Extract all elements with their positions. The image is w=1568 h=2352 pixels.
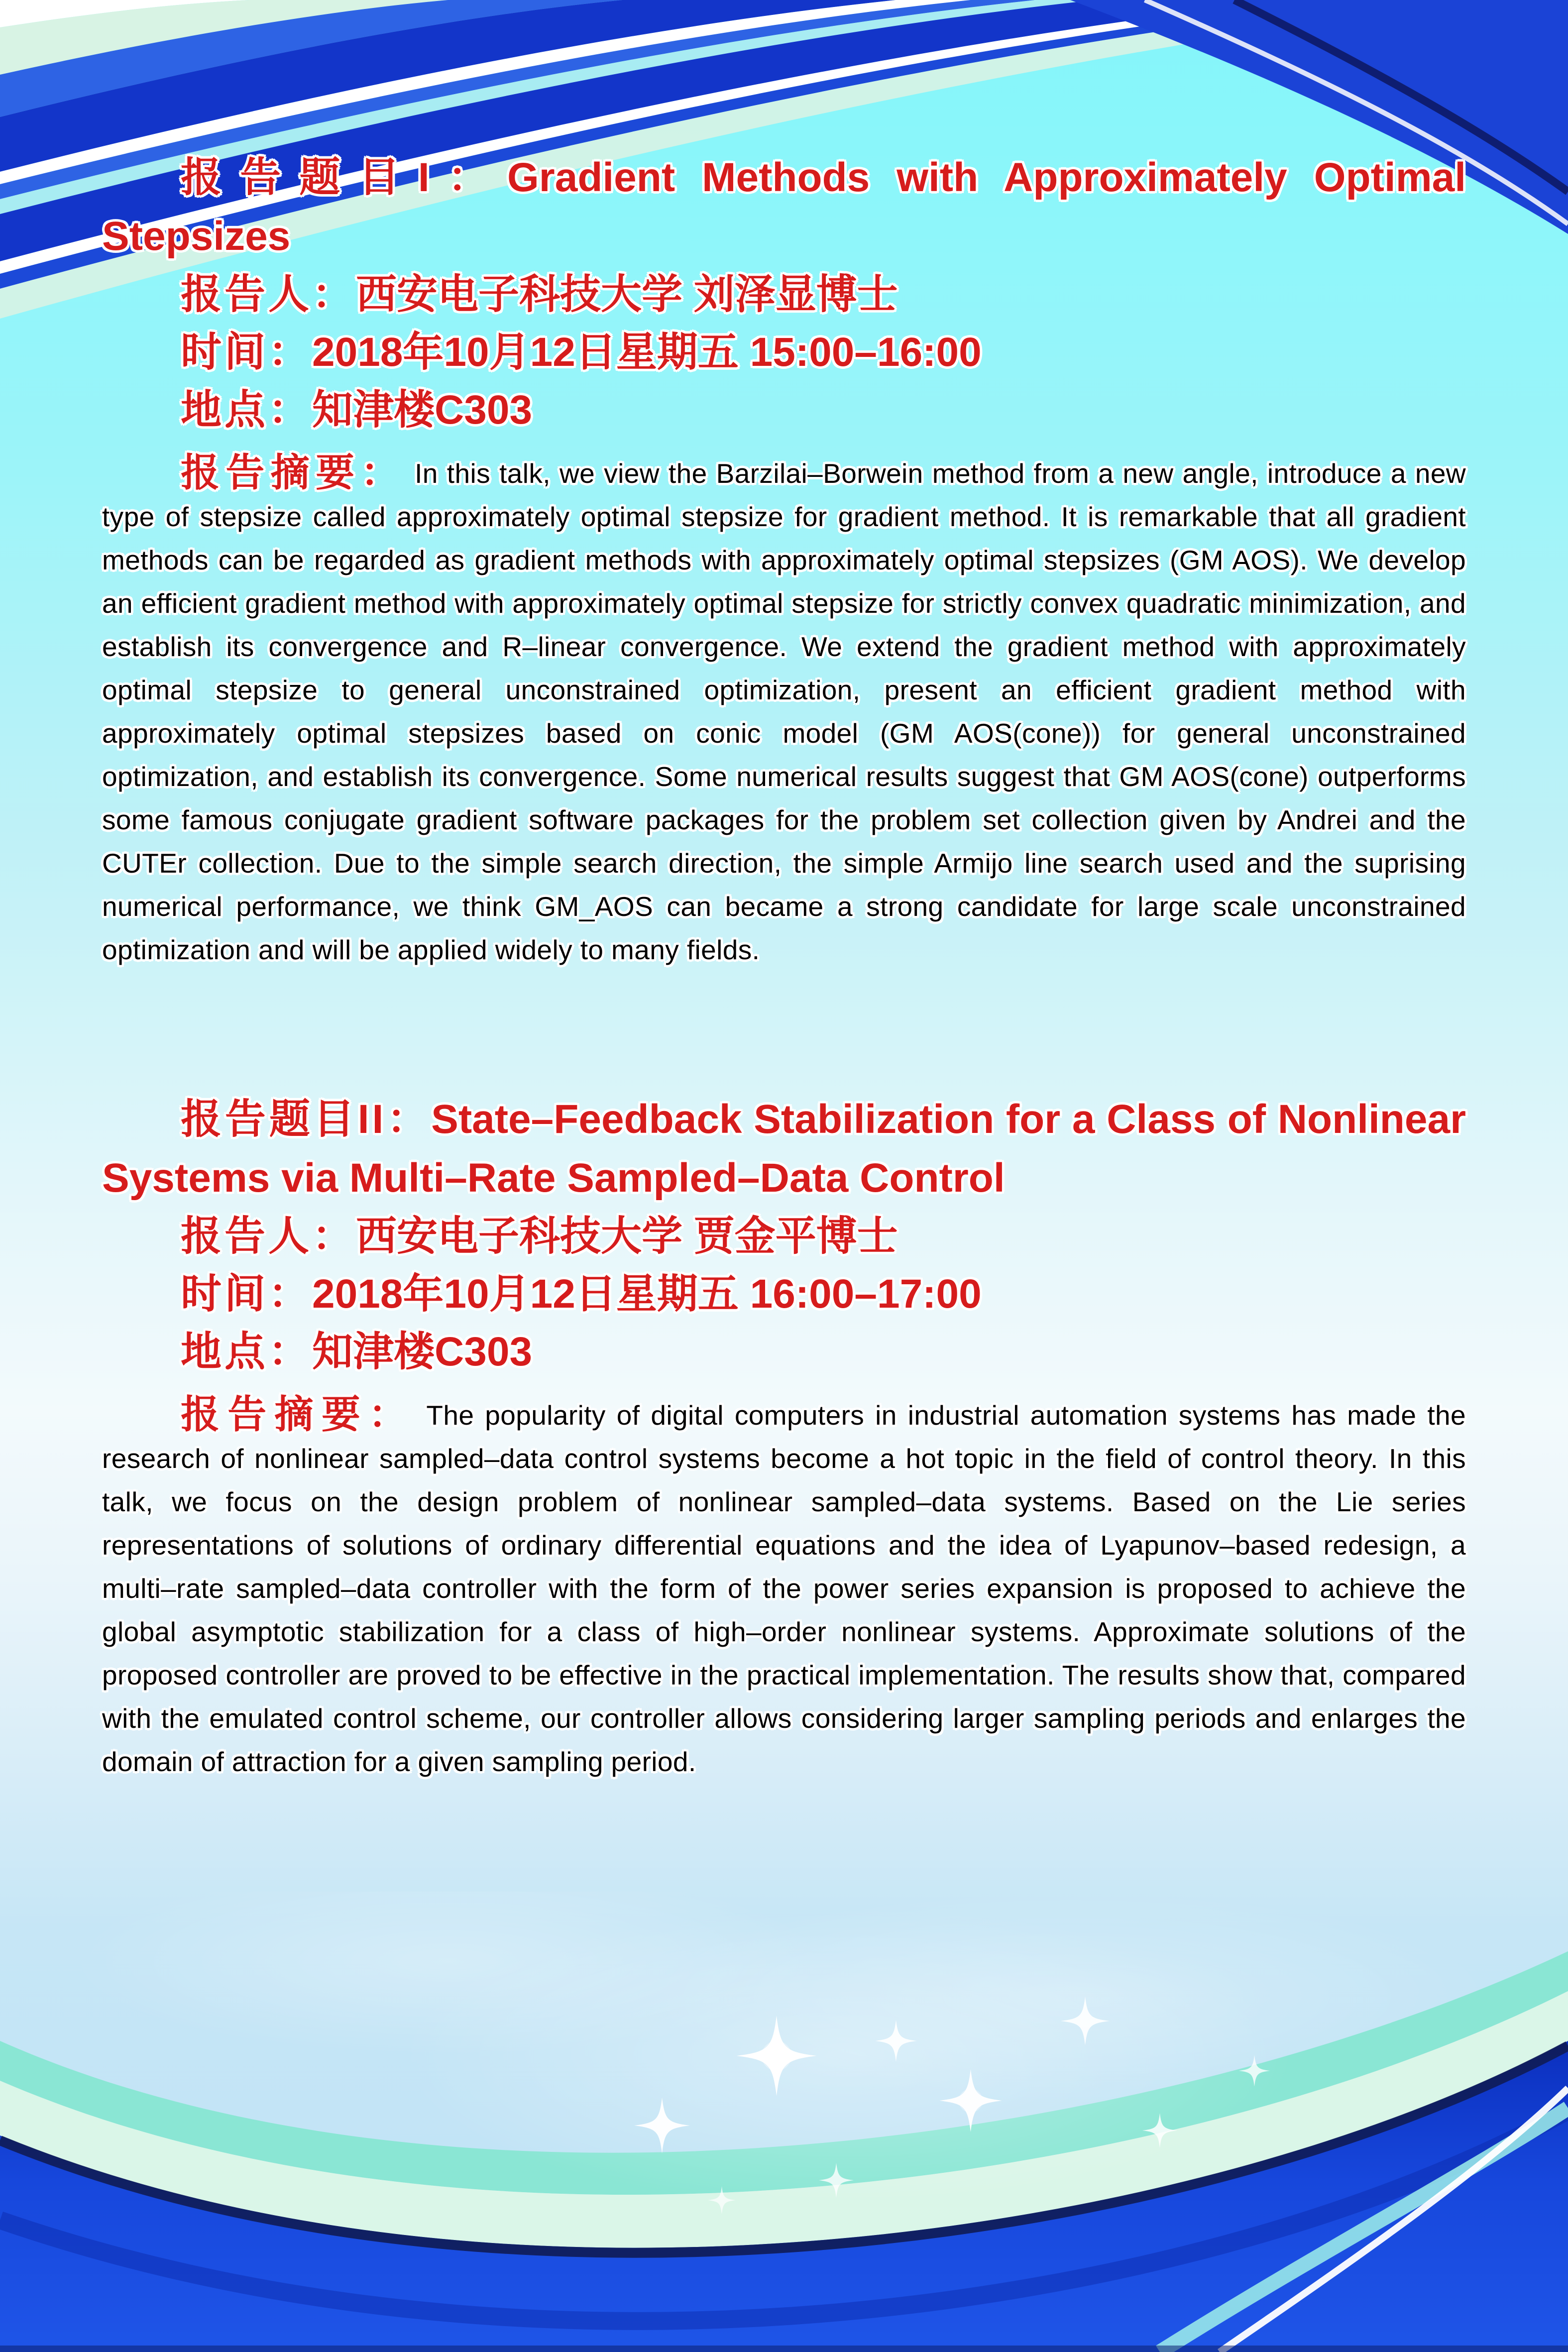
talk-2-title	[102, 1090, 1466, 1208]
talk-2-title-text: State–Feedback Stabilization for a Class of Nonlinear Systems via Multi–Rate Sampled–Data Control	[102, 1097, 1466, 1201]
center-glow	[398, 1906, 1294, 2205]
abstract-text: In this talk, we view the Barzilai–Borwein method from a new angle, introduce a new type of stepsize called approximately optimal stepsize for gradient method. It is remarkable that all gradient methods can be regarded as gradient methods with approximately optimal stepsizes (GM AOS). We develop an efficient gradient method with approximately optimal stepsize for strictly convex quadratic minimization, and establish its convergence and R–linear convergence. We extend the gradient method with approximately optimal stepsize to general unconstrained optimization, present an efficient gradient method with approximately optimal stepsizes based on conic model (GM AOS(cone)) for general unconstrained optimization, and establish its convergence. Some numerical results suggest that GM AOS(cone) outperforms some famous conjugate gradient software packages for the problem set collection given by Andrei and the CUTEr collection. Due to the simple search direction, the simple Armijo line search used and the suprising numerical performance, we think GM_AOS can became a strong candidate for large scale unconstrained optimization and will be applied widely to many fields.	[102, 458, 1466, 965]
talk-2-section	[102, 1090, 1466, 1784]
talk-1-section	[102, 148, 1466, 972]
time-value: 2018年10月12日星期五 15:00–16:00	[312, 330, 982, 375]
venue-label: 地点：	[181, 387, 313, 433]
venue-label: 地点：	[181, 1329, 313, 1374]
time-label: 时间：	[181, 1271, 313, 1317]
abstract-label: 报告摘要：	[181, 450, 406, 494]
talk-2-abstract	[102, 1393, 1466, 1784]
time-label: 时间：	[181, 330, 313, 375]
talk-2-title-label: 报告题目II：	[181, 1097, 432, 1142]
speaker-value: 西安电子科技大学 贾金平博士	[356, 1214, 898, 1259]
talk-1-speaker-line	[102, 266, 1466, 324]
talk-2-speaker-line	[102, 1208, 1466, 1265]
speaker-value: 西安电子科技大学 刘泽显博士	[356, 272, 898, 317]
talk-1-abstract	[102, 451, 1466, 972]
talk-1-venue-line	[102, 381, 1466, 439]
abstract-label: 报告摘要：	[181, 1392, 416, 1436]
talk-2-venue-line	[102, 1323, 1466, 1381]
time-value: 2018年10月12日星期五 16:00–17:00	[312, 1271, 982, 1317]
talk-1-time-line	[102, 324, 1466, 381]
talk-1-title	[102, 148, 1466, 266]
talk-1-title-text: Gradient Methods with Approximately Optimal Stepsizes	[102, 155, 1466, 259]
bottom-wave-decoration	[0, 1892, 1568, 2352]
abstract-text: The popularity of digital computers in industrial automation systems has made the research of nonlinear sampled–data control systems become a hot topic in the field of control theory. In this talk, we focus on the design problem of nonlinear sampled–data systems. Based on the Lie series representations of solutions of ordinary differential equations and the idea of Lyapunov–based redesign, a multi–rate sampled–data controller with the form of the power series expansion is proposed to achieve the global asymptotic stabilization for a class of high–order nonlinear systems. Approximate solutions of the proposed controller are proved to be effective in the practical implementation. The results show that, compared with the emulated control scheme, our controller allows considering larger sampling periods and enlarges the domain of attraction for a given sampling period.	[102, 1400, 1466, 1777]
speaker-label: 报告人：	[181, 272, 356, 317]
bottom-edge-strip	[0, 2346, 1568, 2352]
talk-1-title-label: 报告题目I：	[181, 155, 508, 200]
speaker-label: 报告人：	[181, 1214, 356, 1259]
venue-value: 知津楼C303	[312, 1329, 533, 1374]
venue-value: 知津楼C303	[312, 387, 533, 433]
poster-content	[102, 0, 1466, 1784]
talk-2-time-line	[102, 1265, 1466, 1323]
